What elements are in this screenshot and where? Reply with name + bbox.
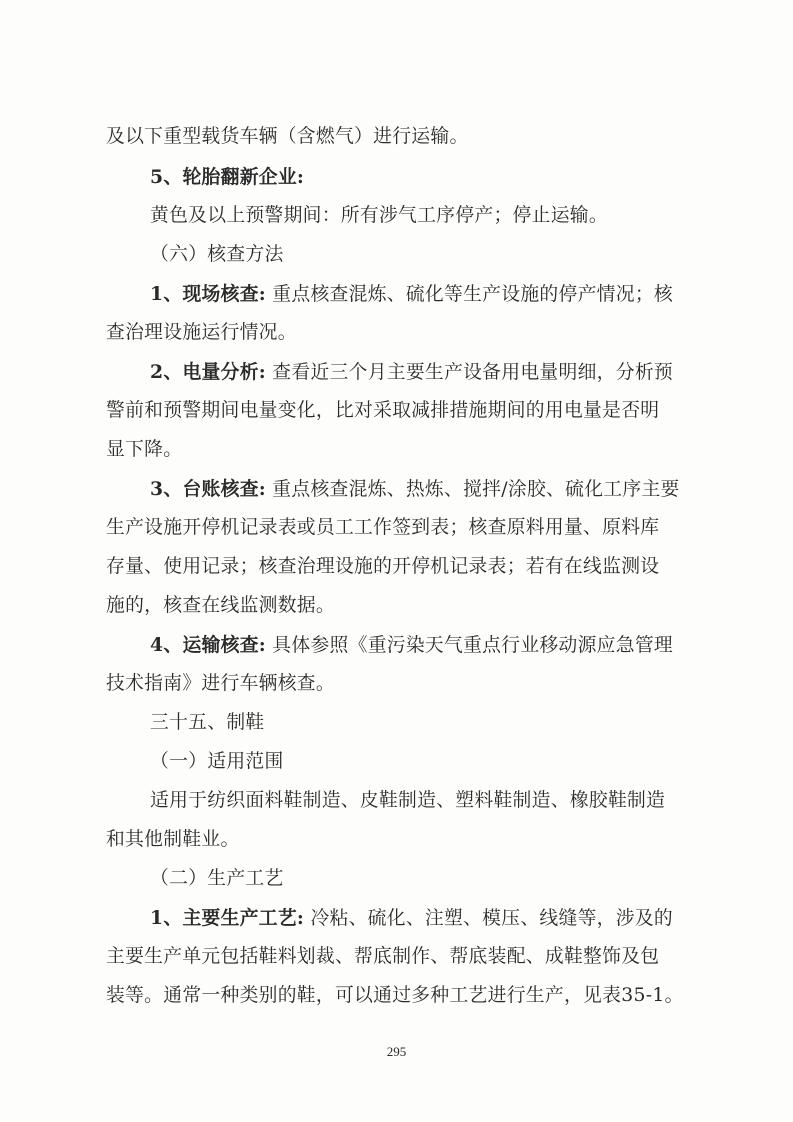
text-line: 警前和预警期间电量变化，比对采取减排措施期间的用电量是否明 [106,400,660,421]
item-label: 1、现场核查: [150,283,267,305]
paragraph-line [150,905,673,932]
item-label: 4、运输核查: [150,634,267,656]
item-label: 2、电量分析: [150,361,267,383]
section-heading: （二）生产工艺 [150,868,284,889]
text-line: 查治理设施运行情况。 [106,322,297,343]
text-line: 和其他制鞋业。 [106,829,240,850]
page-number: 295 [386,1044,407,1059]
item-heading: 5、轮胎翻新企业: [150,166,305,188]
text-line: 技术指南》进行车辆核查。 [106,673,335,694]
text-line: 施的，核查在线监测数据。 [106,595,335,616]
text-line: 存量、使用记录；核查治理设施的开停机记录表；若有在线监测设 [106,556,660,577]
paragraph-line [150,476,680,503]
text-line: 显下降。 [106,439,183,460]
chapter-heading: 三十五、制鞋 [150,712,265,733]
paragraph-line [150,359,673,386]
paragraph-line [150,281,673,308]
item-text: 查看近三个月主要生产设备用电量明细，分析预 [266,362,673,383]
item-text: 具体参照《重污染天气重点行业移动源应急管理 [266,635,673,656]
text-line: 黄色及以上预警期间：所有涉气工序停产；停止运输。 [150,205,608,226]
item-label: 1、主要生产工艺: [150,907,305,929]
text-line: 装等。通常一种类别的鞋，可以通过多种工艺进行生产，见表35-1。 [106,985,684,1006]
paragraph-line [150,632,673,659]
item-text: 冷粘、硫化、注塑、模压、线缝等，涉及的 [304,908,673,929]
text-line: 及以下重型载货车辆（含燃气）进行运输。 [106,126,469,147]
section-heading: （六）核查方法 [150,244,284,265]
text-line: 生产设施开停机记录表或员工工作签到表；核查原料用量、原料库 [106,517,660,538]
text-line: 主要生产单元包括鞋料划裁、帮底制作、帮底装配、成鞋整饰及包 [106,946,660,967]
item-text: 重点核查混炼、热炼、搅拌/涂胶、硫化工序主要 [266,479,680,500]
item-label: 3、台账核查: [150,478,267,500]
section-heading: （一）适用范围 [150,751,284,772]
text-line: 适用于纺织面料鞋制造、皮鞋制造、塑料鞋制造、橡胶鞋制造 [150,790,666,811]
item-text: 重点核查混炼、硫化等生产设施的停产情况；核 [266,284,673,305]
